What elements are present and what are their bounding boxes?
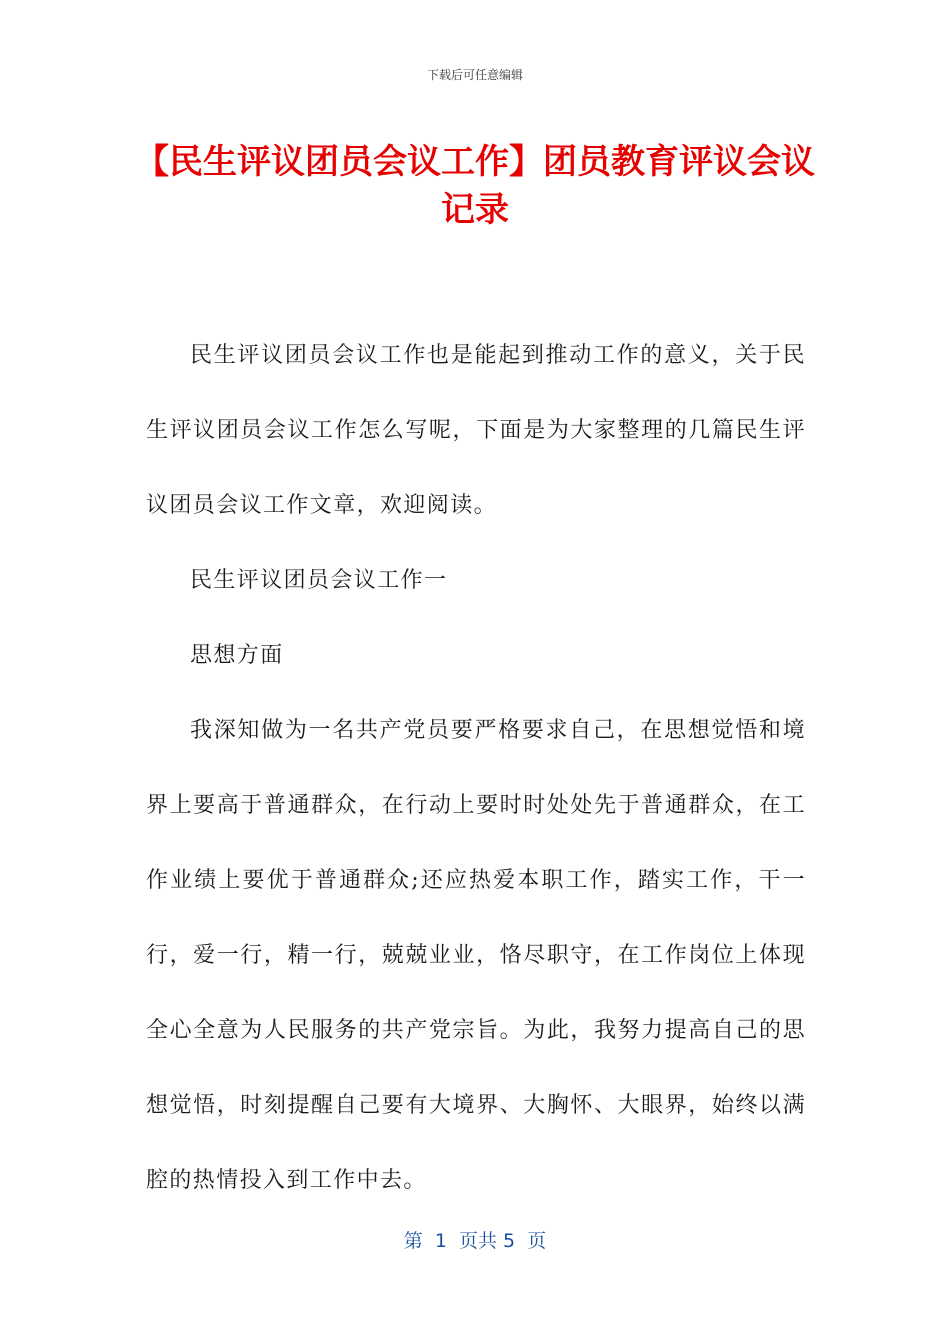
document-title: 【民生评议团员会议工作】团员教育评议会议记录 <box>135 142 815 230</box>
header-note: 下载后可任意编辑 <box>426 68 523 82</box>
section-heading: 民生评议团员会议工作一 <box>190 568 448 593</box>
subsection-heading: 思想方面 <box>190 643 284 668</box>
body-paragraph: 我深知做为一名共产党员要严格要求自己，在思想觉悟和境界上要高于普通群众，在行动上要时时处处先于普通群众，在工作业绩上要优于普通群众;还应热爱本职工作，踏实工作，干一行，爱一行，精一行，兢兢业业，恪尽职守，在工作岗位上体现全心全意为人民服务的共产党宗旨。为此，我努力提高自己的思想觉悟，时刻提醒自己要有大境界、大胸怀、大眼界，始终以满腔的热情投入到工作中去。 <box>146 718 806 1193</box>
document-body <box>146 318 806 1218</box>
intro-paragraph: 民生评议团员会议工作也是能起到推动工作的意义，关于民生评议团员会议工作怎么写呢，下面是为大家整理的几篇民生评议团员会议工作文章，欢迎阅读。 <box>146 343 806 518</box>
page-footer: 第 1 页共 5 页 <box>403 1230 547 1252</box>
